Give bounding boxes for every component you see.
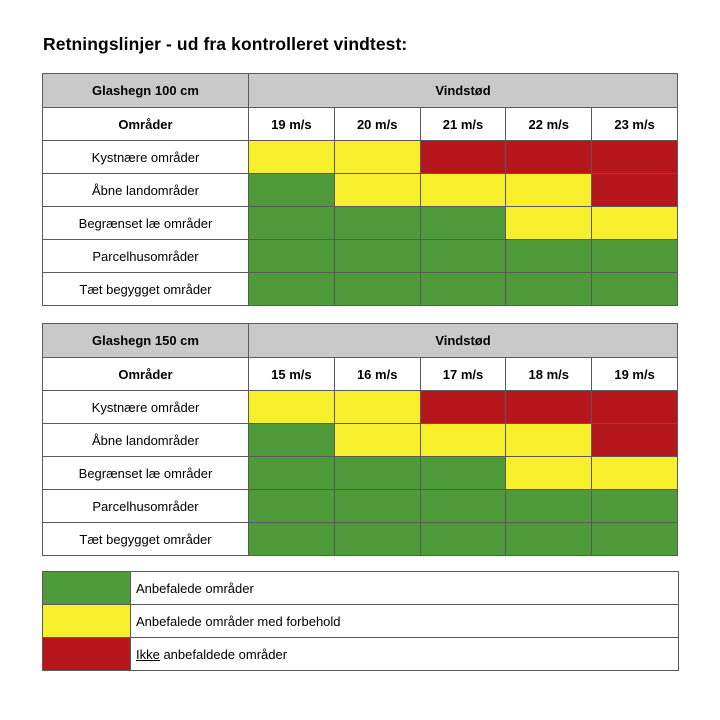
rating-cell: [334, 424, 420, 457]
legend-text: Anbefalede områder med forbehold: [131, 605, 679, 638]
wind-table-150cm: [42, 323, 678, 556]
column-header: 21 m/s: [420, 108, 506, 141]
table-row: [43, 141, 678, 174]
legend-swatch-yellow: [43, 605, 131, 638]
legend-item: [43, 638, 679, 671]
rating-cell: [334, 240, 420, 273]
rating-cell: [334, 207, 420, 240]
rating-cell: [249, 141, 335, 174]
rating-cell: [334, 391, 420, 424]
rating-cell: [506, 207, 592, 240]
column-header: 15 m/s: [249, 358, 335, 391]
row-label: Parcelhusområder: [43, 240, 249, 273]
rating-cell: [592, 273, 678, 306]
rating-cell: [420, 457, 506, 490]
group-header: Vindstød: [249, 74, 678, 108]
legend-text-rest: anbefaldede områder: [159, 646, 288, 662]
rating-cell: [249, 391, 335, 424]
rating-cell: [506, 174, 592, 207]
rating-cell: [592, 424, 678, 457]
column-header-row: [43, 358, 678, 391]
rating-cell: [420, 490, 506, 523]
table-name: Glashegn 100 cm: [43, 74, 249, 108]
table-row: [43, 391, 678, 424]
row-label: Tæt begygget områder: [43, 273, 249, 306]
legend-item: [43, 605, 679, 638]
row-label: Begrænset læ områder: [43, 207, 249, 240]
rating-cell: [249, 240, 335, 273]
rating-cell: [592, 523, 678, 556]
rating-cell: [506, 523, 592, 556]
rating-cell: [249, 273, 335, 306]
table-row: [43, 457, 678, 490]
rating-cell: [506, 240, 592, 273]
rating-cell: [592, 174, 678, 207]
table-row: [43, 424, 678, 457]
row-label: Åbne landområder: [43, 174, 249, 207]
rating-cell: [420, 207, 506, 240]
rating-cell: [420, 240, 506, 273]
rating-cell: [249, 424, 335, 457]
table-header-row: [43, 74, 678, 108]
row-header: Områder: [43, 108, 249, 141]
rating-cell: [506, 273, 592, 306]
column-header-row: [43, 108, 678, 141]
column-header: 20 m/s: [334, 108, 420, 141]
rating-cell: [420, 424, 506, 457]
row-label: Åbne landområder: [43, 424, 249, 457]
rating-cell: [334, 523, 420, 556]
row-label: Kystnære områder: [43, 141, 249, 174]
legend-text: [131, 638, 679, 671]
rating-cell: [506, 424, 592, 457]
rating-cell: [592, 457, 678, 490]
row-label: Kystnære områder: [43, 391, 249, 424]
table-row: [43, 207, 678, 240]
column-header: 17 m/s: [420, 358, 506, 391]
rating-cell: [506, 457, 592, 490]
column-header: 23 m/s: [592, 108, 678, 141]
table-header-row: [43, 324, 678, 358]
row-label: Begrænset læ områder: [43, 457, 249, 490]
row-header: Områder: [43, 358, 249, 391]
rating-cell: [506, 141, 592, 174]
rating-cell: [334, 490, 420, 523]
rating-cell: [592, 240, 678, 273]
rating-cell: [420, 273, 506, 306]
legend-swatch-green: [43, 572, 131, 605]
column-header: 18 m/s: [506, 358, 592, 391]
rating-cell: [592, 207, 678, 240]
column-header: 19 m/s: [592, 358, 678, 391]
rating-cell: [420, 523, 506, 556]
rating-cell: [249, 457, 335, 490]
row-label: Parcelhusområder: [43, 490, 249, 523]
table-row: [43, 174, 678, 207]
table-row: [43, 523, 678, 556]
rating-cell: [249, 490, 335, 523]
rating-cell: [506, 490, 592, 523]
rating-cell: [334, 273, 420, 306]
rating-cell: [334, 457, 420, 490]
column-header: 22 m/s: [506, 108, 592, 141]
rating-cell: [249, 174, 335, 207]
rating-cell: [420, 391, 506, 424]
rating-cell: [249, 207, 335, 240]
column-header: 16 m/s: [334, 358, 420, 391]
rating-cell: [334, 174, 420, 207]
rating-cell: [334, 141, 420, 174]
legend-text: Anbefalede områder: [131, 572, 679, 605]
row-label: Tæt begygget områder: [43, 523, 249, 556]
rating-cell: [592, 141, 678, 174]
wind-table-100cm: [42, 73, 678, 306]
table-name: Glashegn 150 cm: [43, 324, 249, 358]
legend-swatch-red: [43, 638, 131, 671]
rating-cell: [249, 523, 335, 556]
legend-text-emphasis: Ikke: [136, 646, 160, 662]
legend-item: [43, 572, 679, 605]
group-header: Vindstød: [249, 324, 678, 358]
table-row: [43, 490, 678, 523]
rating-cell: [420, 174, 506, 207]
table-row: [43, 273, 678, 306]
rating-cell: [506, 391, 592, 424]
table-row: [43, 240, 678, 273]
rating-cell: [592, 490, 678, 523]
legend: [42, 571, 679, 671]
page-title: Retningslinjer - ud fra kontrolleret vindtest:: [43, 34, 408, 54]
rating-cell: [420, 141, 506, 174]
column-header: 19 m/s: [249, 108, 335, 141]
rating-cell: [592, 391, 678, 424]
